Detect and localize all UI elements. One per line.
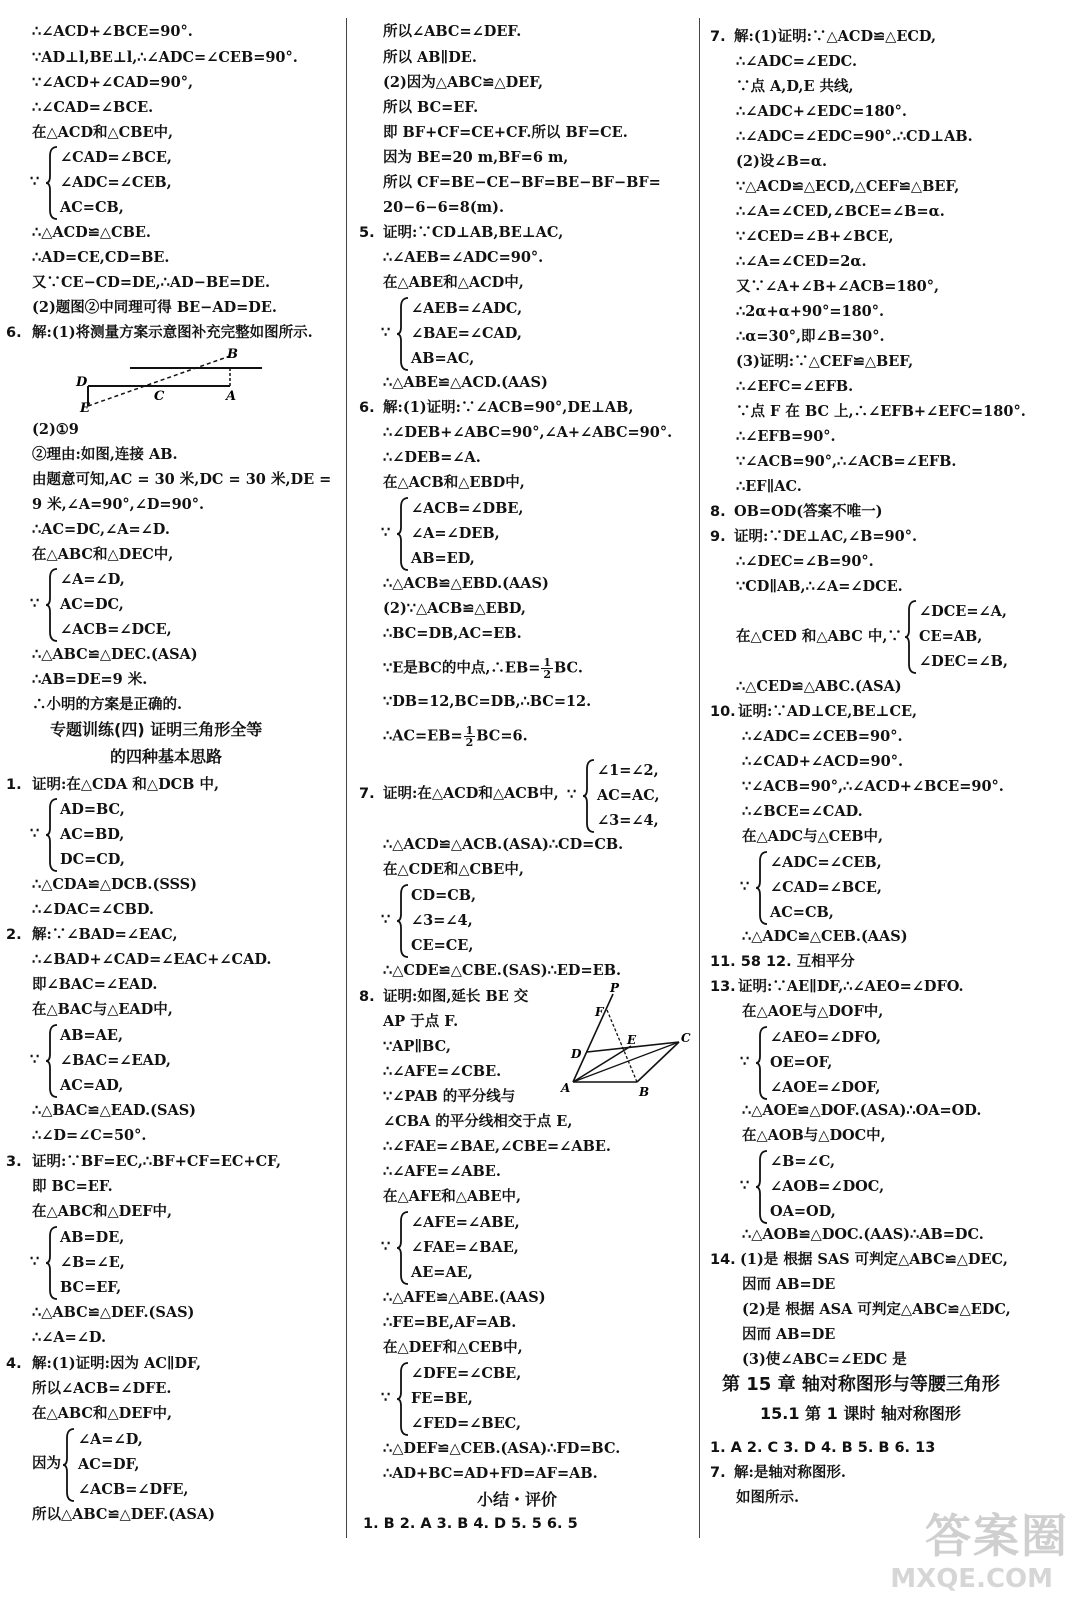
question-number: 6. — [359, 400, 375, 416]
text-line: ∴△ABE≌△ACD.(AAS) — [383, 374, 548, 391]
answer-list: 1. A 2. C 3. D 4. B 5. B 6. 13 — [710, 1440, 936, 1456]
geometry-figure — [555, 980, 695, 1105]
text-line: 解:(1)证明:因为 AC∥DF, — [32, 1355, 201, 1372]
condition-line: ∠1=∠2, — [597, 762, 659, 779]
text-line: 在△ABC和△DEF中, — [32, 1405, 173, 1422]
curly-brace-icon — [755, 1026, 769, 1100]
text-line: ∴△AOB≌△DOC.(AAS)∴AB=DC. — [742, 1226, 984, 1243]
text-fragment: BC=6. — [476, 727, 528, 745]
text-line: ∴∠AEB=∠ADC=90°. — [383, 249, 544, 266]
text-line: ∴AD=CE,CD=BE. — [32, 249, 170, 266]
because-symbol: ∵ — [30, 825, 40, 842]
text-line: ∴FE=BE,AF=AB. — [383, 1314, 517, 1331]
text-line: 在△AFE和△ABE中, — [383, 1188, 522, 1205]
curly-brace-icon — [45, 1024, 59, 1098]
text-line: ∵∠ACD+∠CAD=90°, — [32, 74, 194, 91]
condition-line: AB=DE, — [60, 1229, 125, 1246]
text-line: 证明:在△CDA 和△DCB 中, — [32, 776, 220, 793]
text-line: 证明:∵AE∥DF,∴∠AEO=∠DFO. — [738, 978, 964, 995]
text-line: 因而 AB=DE — [742, 1326, 836, 1343]
text-line: (2)因为△ABC≌△DEF, — [383, 74, 544, 91]
condition-line: ∠BAC=∠EAD, — [60, 1052, 171, 1069]
because-symbol: ∵ — [30, 595, 40, 612]
text-line: ∴△ACD≌△CBE. — [32, 224, 151, 241]
curly-brace-icon — [396, 297, 410, 371]
condition-line: ∠AOE=∠DOF, — [770, 1079, 881, 1096]
because-symbol: ∵ — [30, 1253, 40, 1270]
condition-line: ∠B=∠C, — [770, 1153, 836, 1170]
text-line: ∴∠FAE=∠BAE,∠CBE=∠ABE. — [383, 1138, 611, 1155]
fraction-denominator: 2 — [465, 736, 474, 749]
condition-line: ∠DCE=∠A, — [919, 603, 1007, 620]
text-line: ∴∠ACD+∠BCE=90°. — [32, 23, 193, 40]
text-line: AP 于点 F. — [383, 1013, 459, 1030]
question-number: 14. — [710, 1252, 736, 1268]
because-symbol: ∵ — [381, 1238, 391, 1255]
text-line: 证明:∵BF=EC,∴BF+CF=EC+CF, — [32, 1153, 282, 1170]
text-line: 解:(1)将测量方案示意图补充完整如图所示. — [32, 324, 313, 341]
condition-line: CE=AB, — [919, 628, 983, 645]
text-line: ∴∠AFE=∠CBE. — [383, 1063, 502, 1080]
text-line: ∵CD∥AB,∴∠A=∠DCE. — [736, 578, 903, 595]
point-label: B — [227, 347, 238, 362]
section-heading: 专题训练(四) 证明三角形全等 — [50, 720, 263, 739]
text-line: ∵∠CED=∠B+∠BCE, — [736, 228, 894, 245]
text-fragment: ∵E是BC的中点,∴EB= — [383, 659, 541, 677]
text-line: (2)题图②中同理可得 BE−AD=DE. — [32, 299, 277, 316]
watermark-logo: 答案圈 — [925, 1509, 1069, 1563]
text-line: 所以 AB∥DE. — [383, 49, 477, 66]
condition-line: OA=OD, — [770, 1203, 836, 1220]
text-line: ∴AC=DC,∠A=∠D. — [32, 521, 170, 538]
question-number: 9. — [710, 529, 726, 545]
figure-line — [637, 1042, 679, 1082]
point-label: A — [226, 389, 237, 404]
text-line: ∴∠ADC=∠EDC=90°.∴CD⊥AB. — [736, 128, 973, 145]
text-line: ∴∠A=∠CED=2α. — [736, 253, 867, 270]
fraction-denominator: 2 — [543, 668, 552, 681]
curly-brace-icon — [396, 1362, 410, 1436]
text-line: ∴△ABC≌△DEC.(ASA) — [32, 646, 198, 663]
text-line: 在△DEF和△CEB中, — [383, 1339, 523, 1356]
text-line: 证明:∵CD⊥AB,BE⊥AC, — [383, 224, 564, 241]
condition-line: CD=CB, — [411, 887, 477, 904]
condition-line: ∠CAD=∠BCE, — [60, 149, 172, 166]
text-line: 如图所示. — [736, 1489, 800, 1506]
point-label: E — [80, 401, 90, 416]
fraction — [464, 725, 476, 748]
condition-line: ∠DFE=∠CBE, — [411, 1365, 522, 1382]
condition-line: ∠ACB=∠DCE, — [60, 621, 172, 638]
because-symbol: ∵ — [740, 878, 750, 895]
because-symbol: ∵ — [381, 524, 391, 541]
text-line: ∴∠A=∠D. — [32, 1329, 107, 1346]
question-number: 5. — [359, 225, 375, 241]
text-line: 在△ABC和△DEF中, — [32, 1203, 173, 1220]
point-label: F — [595, 1005, 604, 1019]
condition-line: AC=AC, — [597, 787, 660, 804]
text-line: ∴△AOE≌△DOF.(ASA)∴OA=OD. — [742, 1102, 982, 1119]
because-label: 因为 — [32, 1455, 61, 1472]
curly-brace-icon — [45, 1226, 59, 1300]
because-symbol: ∵ — [740, 1177, 750, 1194]
text-line: 即 BC=EF. — [32, 1178, 113, 1195]
text-line: ∴EF∥AC. — [736, 478, 802, 495]
question-number: 4. — [6, 1356, 22, 1372]
text-line: 9 米,∠A=90°,∠D=90°. — [32, 496, 205, 513]
text-line: ∴∠DEC=∠B=90°. — [736, 553, 874, 570]
condition-line: ∠ADC=∠CEB, — [60, 174, 172, 191]
answer-column-3 — [700, 0, 1089, 1600]
because-symbol: ∵ — [381, 324, 391, 341]
question-number: 13. — [710, 979, 736, 995]
condition-line: AC=CB, — [770, 904, 834, 921]
text-line: ∴∠BAD+∠CAD=∠EAC+∠CAD. — [32, 951, 272, 968]
condition-line: DC=CD, — [60, 851, 125, 868]
answer-list: 1. B 2. A 3. B 4. D 5. 5 6. 5 — [363, 1516, 578, 1532]
curly-brace-icon — [62, 1428, 76, 1502]
condition-line: ∠AEO=∠DFO, — [770, 1029, 882, 1046]
text-line: 由题意可知,AC = 30 米,DC = 30 米,DE = — [32, 471, 332, 488]
curly-brace-icon — [45, 798, 59, 872]
text-line: 因而 AB=DE — [742, 1276, 836, 1293]
text-line: OB=OD(答案不唯一) — [734, 503, 883, 520]
point-label: D — [76, 375, 88, 390]
condition-line: CE=CE, — [411, 937, 474, 954]
point-label: A — [561, 1081, 571, 1095]
text-line: ∴∠AFE=∠ABE. — [383, 1163, 501, 1180]
text-line: 在△CED 和△ABC 中,∵ — [736, 628, 902, 645]
fraction — [541, 657, 553, 680]
condition-line: BC=EF, — [60, 1279, 122, 1296]
text-line: 又∵CE−CD=DE,∴AD−BE=DE. — [32, 274, 271, 291]
text-line: ②理由:如图,连接 AB. — [32, 446, 178, 463]
text-line: 在△AOB与△DOC中, — [742, 1127, 886, 1144]
question-number: 6. — [6, 325, 22, 341]
text-line: ∴△ABC≌△DEF.(SAS) — [32, 1304, 195, 1321]
text-line: 在△ABE和△ACD中, — [383, 274, 524, 291]
text-line: ∵∠PAB 的平分线与 — [383, 1088, 516, 1105]
text-line: ∴∠DAC=∠CBD. — [32, 901, 154, 918]
text-line: ∴∠ADC=∠CEB=90°. — [742, 728, 903, 745]
condition-line: ∠CAD=∠BCE, — [770, 879, 882, 896]
condition-line: AC=CB, — [60, 199, 124, 216]
text-line — [383, 725, 528, 748]
text-line: ∴∠EFB=90°. — [736, 428, 836, 445]
text-line: 所以 BC=EF. — [383, 99, 479, 116]
text-line: 证明:∵AD⊥CE,BE⊥CE, — [738, 703, 918, 720]
question-number: 8. — [359, 989, 375, 1005]
point-label: D — [571, 1047, 582, 1061]
curly-brace-icon — [582, 759, 596, 833]
curly-brace-icon — [45, 568, 59, 642]
condition-line: ∠AEB=∠ADC, — [411, 300, 523, 317]
condition-line: ∠3=∠4, — [597, 812, 659, 829]
text-line: 解:∵∠BAD=∠EAC, — [32, 926, 178, 943]
condition-line: ∠AOB=∠DOC, — [770, 1178, 885, 1195]
condition-line: ∠ACB=∠DBE, — [411, 500, 524, 517]
text-line: ∠CBA 的平分线相交于点 E, — [383, 1113, 573, 1130]
fraction-numerator: 1 — [465, 724, 474, 737]
point-label: B — [639, 1085, 650, 1099]
text-fragment: ∴AC=EB= — [383, 727, 463, 745]
because-symbol: ∵ — [30, 173, 40, 190]
because-symbol: ∵ — [30, 1051, 40, 1068]
text-line: ∴△ADC≌△CEB.(AAS) — [742, 928, 908, 945]
question-number: 1. — [6, 777, 22, 793]
point-label: C — [681, 1031, 691, 1045]
text-line: 所以 CF=BE−CE−BF=BE−BF−BF= — [383, 174, 661, 191]
text-line: ∵∠ACB=90°,∴∠ACD+∠BCE=90°. — [742, 778, 1004, 795]
text-line: 20−6−6=8(m). — [383, 199, 505, 216]
text-line: 解:(1)证明:∵△ACD≌△ECD, — [734, 28, 937, 45]
answer-column-2 — [345, 0, 700, 1600]
text-line: ∴△ACD≌△ACB.(ASA)∴CD=CB. — [383, 836, 624, 853]
text-line: (2)∵△ACB≌△EBD, — [383, 600, 526, 617]
curly-brace-icon — [396, 1211, 410, 1285]
condition-line: AC=DC, — [60, 596, 124, 613]
condition-line: FE=BE, — [411, 1390, 473, 1407]
text-line: ∴∠ADC=∠EDC. — [736, 53, 857, 70]
curly-brace-icon — [755, 1150, 769, 1224]
condition-line: ∠B=∠E, — [60, 1254, 125, 1271]
question-number: 10. — [710, 704, 736, 720]
text-line: ∴BC=DB,AC=EB. — [383, 625, 522, 642]
text-line: ∴∠D=∠C=50°. — [32, 1127, 147, 1144]
text-line: ∴∠ADC+∠EDC=180°. — [736, 103, 907, 120]
text-line: ∴△CDE≌△CBE.(SAS)∴ED=EB. — [383, 962, 622, 979]
section-heading: 15.1 第 1 课时 轴对称图形 — [760, 1404, 961, 1423]
text-line: (1)是 根据 SAS 可判定△ABC≌△DEC, — [740, 1251, 1008, 1268]
answer-column-1 — [0, 0, 345, 1600]
text-line: 因为 BE=20 m,BF=6 m, — [383, 149, 569, 166]
curly-brace-icon — [904, 600, 918, 674]
curly-brace-icon — [45, 146, 59, 220]
question-number: 7. — [710, 1465, 726, 1481]
condition-line: AC=BD, — [60, 826, 125, 843]
condition-line: ∠DEC=∠B, — [919, 653, 1008, 670]
condition-line: ∠ADC=∠CEB, — [770, 854, 882, 871]
text-line: ∴α=30°,即∠B=30°. — [736, 328, 885, 345]
text-line: ∵点 F 在 BC 上,∴∠EFB+∠EFC=180°. — [736, 403, 1026, 420]
text-line: ∴AD+BC=AD+FD=AF=AB. — [383, 1465, 598, 1482]
section-heading: 的四种基本思路 — [110, 747, 223, 766]
text-line: ∵△ACD≌△ECD,△CEF≌△BEF, — [736, 178, 960, 195]
text-line: ∴∠CAD=∠BCE. — [32, 99, 154, 116]
condition-line: ∠A=∠D, — [78, 1431, 143, 1448]
text-line: (2)设∠B=α. — [736, 153, 828, 170]
section-heading: 小结・评价 — [477, 1490, 558, 1509]
text-line: ∴小明的方案是正确的. — [32, 696, 183, 713]
text-line: 在△ADC与△CEB中, — [742, 828, 884, 845]
text-line: (2)是 根据 ASA 可判定△ABC≌△EDC, — [742, 1301, 1011, 1318]
question-number: 8. — [710, 504, 726, 520]
condition-line: ∠A=∠D, — [60, 571, 125, 588]
text-line: ∴△DEF≌△CEB.(ASA)∴FD=BC. — [383, 1440, 621, 1457]
text-line: ∴∠CAD+∠ACD=90°. — [742, 753, 904, 770]
question-number: 7. — [359, 786, 375, 802]
text-line: 又∵∠A+∠B+∠ACB=180°, — [736, 278, 940, 295]
text-line: ∴△CED≌△ABC.(ASA) — [736, 678, 902, 695]
text-line: ∴∠DEB=∠A. — [383, 449, 481, 466]
because-symbol: ∵ — [740, 1053, 750, 1070]
condition-line: AE=AE, — [411, 1264, 473, 1281]
text-line: 证明:如图,延长 BE 交 — [383, 988, 529, 1005]
condition-line: OE=OF, — [770, 1054, 833, 1071]
text-line: ∵∠ACB=90°,∴∠ACB=∠EFB. — [736, 453, 957, 470]
text-line: 所以∠ACB=∠DFE. — [32, 1380, 172, 1397]
condition-line: ∠A=∠DEB, — [411, 525, 500, 542]
answer-list: 11. 58 12. 互相平分 — [710, 954, 855, 970]
condition-line: AD=BC, — [60, 801, 125, 818]
condition-line: ∠FED=∠BEC, — [411, 1415, 522, 1432]
text-line: 解:是轴对称图形. — [734, 1464, 846, 1481]
condition-line: AB=AC, — [411, 350, 475, 367]
curly-brace-icon — [755, 851, 769, 925]
condition-line: AC=AD, — [60, 1077, 124, 1094]
text-line: ∴△AFE≌△ABE.(AAS) — [383, 1289, 546, 1306]
text-line: 即 BF+CF=CE+CF.所以 BF=CE. — [383, 124, 628, 141]
text-line: ∵AD⊥l,BE⊥l,∴∠ADC=∠CEB=90°. — [32, 49, 298, 66]
text-line: ∵AP∥BC, — [383, 1038, 451, 1055]
text-line: 解:(1)证明:∵∠ACB=90°,DE⊥AB, — [383, 399, 634, 416]
point-label: C — [154, 389, 165, 404]
watermark-url: MXQE.COM — [890, 1564, 1053, 1594]
condition-line: ∠ACB=∠DFE, — [78, 1481, 189, 1498]
chapter-heading: 第 15 章 轴对称图形与等腰三角形 — [722, 1374, 1000, 1395]
text-line: 所以∠ABC=∠DEF. — [383, 23, 522, 40]
text-line: ∵点 A,D,E 共线, — [736, 78, 854, 95]
text-fragment: BC. — [554, 659, 583, 677]
curly-brace-icon — [396, 884, 410, 958]
point-label: E — [627, 1033, 637, 1047]
text-line: ∴∠A=∠CED,∠BCE=∠B=α. — [736, 203, 945, 220]
text-line: ∵DB=12,BC=DB,∴BC=12. — [383, 693, 592, 710]
question-number: 2. — [6, 927, 22, 943]
condition-line: AB=AE, — [60, 1027, 124, 1044]
text-line: (2)①9 — [32, 421, 79, 438]
because-symbol: ∵ — [381, 1389, 391, 1406]
text-line: 在△ABC和△DEC中, — [32, 546, 174, 563]
condition-line: ∠AFE=∠ABE, — [411, 1214, 520, 1231]
curly-brace-icon — [396, 497, 410, 571]
fraction-numerator: 1 — [543, 656, 552, 669]
condition-line: AC=DF, — [78, 1456, 140, 1473]
text-line: 在△CDE和△CBE中, — [383, 861, 524, 878]
text-line: 在△ACB和△EBD中, — [383, 474, 525, 491]
because-symbol: ∵ — [381, 911, 391, 928]
question-number: 3. — [6, 1154, 22, 1170]
text-line: 在△AOE与△DOF中, — [742, 1003, 884, 1020]
text-line: ∴2α+α+90°=180°. — [736, 303, 885, 320]
text-line: ∴∠DEB+∠ABC=90°,∠A+∠ABC=90°. — [383, 424, 673, 441]
text-line: ∴∠BCE=∠CAD. — [742, 803, 863, 820]
text-line: 即∠BAC=∠EAD. — [32, 976, 158, 993]
text-line: 在△ACD和△CBE中, — [32, 124, 174, 141]
text-line: 所以△ABC≌△DEF.(ASA) — [32, 1506, 215, 1523]
condition-line: ∠FAE=∠BAE, — [411, 1239, 519, 1256]
condition-line: ∠3=∠4, — [411, 912, 473, 929]
text-line: 证明:在△ACD和△ACB中, — [383, 785, 559, 802]
point-label: P — [610, 981, 620, 995]
measurement-diagram — [70, 346, 280, 416]
text-line: ∴∠EFC=∠EFB. — [736, 378, 854, 395]
text-line: ∴△CDA≌△DCB.(SSS) — [32, 876, 197, 893]
text-line: (3)使∠ABC=∠EDC 是 — [742, 1351, 907, 1368]
condition-line: AB=ED, — [411, 550, 475, 567]
condition-line: ∠BAE=∠CAD, — [411, 325, 522, 342]
text-line: ∴△BAC≌△EAD.(SAS) — [32, 1102, 197, 1119]
text-line: 在△BAC与△EAD中, — [32, 1001, 173, 1018]
question-number: 7. — [710, 29, 726, 45]
text-line: (3)证明:∵△CEF≌△BEF, — [736, 353, 914, 370]
text-line: ∴AB=DE=9 米. — [32, 671, 148, 688]
text-line — [383, 657, 583, 680]
because-symbol: ∵ — [567, 786, 577, 803]
text-line: 证明:∵DE⊥AC,∠B=90°. — [734, 528, 918, 545]
text-line: ∴△ACB≌△EBD.(AAS) — [383, 575, 549, 592]
